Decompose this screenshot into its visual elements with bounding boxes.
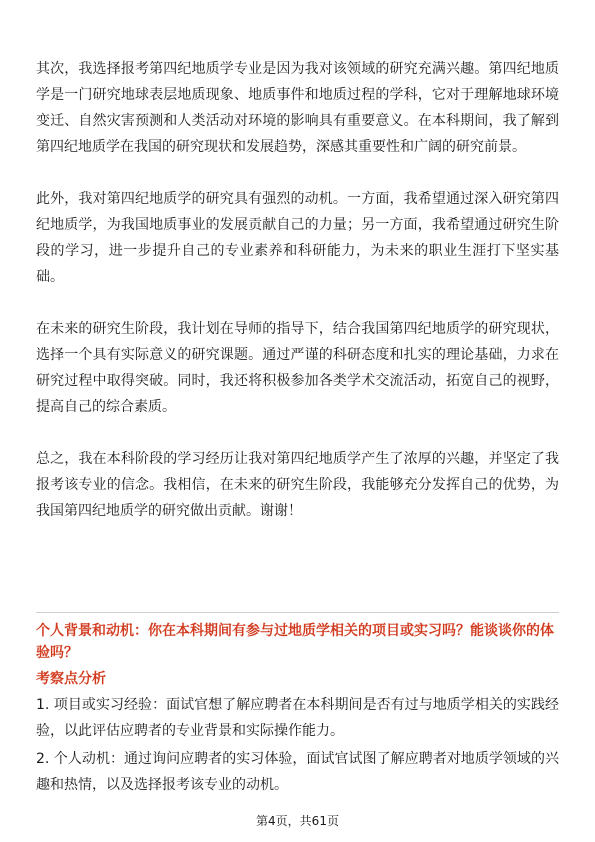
analysis-point-2: 2. 个人动机：通过询问应聘者的实习体验，面试官试图了解应聘者对地质学领域的兴趣和热情，以及选择报考该专业的动机。: [36, 751, 559, 793]
analysis-heading: 考察点分析: [36, 671, 106, 687]
analysis-point-1: 1. 项目或实习经验：面试官想了解应聘者在本科期间是否有过与地质学相关的实践经验，以此评估应聘者的专业背景和实际操作能力。: [36, 697, 559, 739]
qa-section: [36, 620, 559, 798]
paragraph-spacer: [36, 160, 559, 186]
body-paragraph-1: 其次，我选择报考第四纪地质学专业是因为我对该领域的研究充满兴趣。第四纪地质学是一门研究地球表层地质现象、地质事件和地质过程的学科，它对于理解地球环境变迁、自然灾害预测和人类活动对环境的影响具有重要意义。在本科期间，我了解到第四纪地质学在我国的研究现状和发展趋势，深感其重要性和广阔的研究前景。: [36, 61, 559, 155]
body-paragraph-2: 此外，我对第四纪地质学的研究具有强烈的动机。一方面，我希望通过深入研究第四纪地质学，为我国地质事业的发展贡献自己的力量；另一方面，我希望通过研究生阶段的学习，进一步提升自己的专业素养和科研能力，为未来的职业生涯打下坚实基础。: [36, 191, 559, 285]
paragraph-spacer: [36, 290, 559, 316]
interview-question: 个人背景和动机：你在本科期间有参与过地质学相关的项目或实习吗？能谈谈你的体验吗？: [36, 623, 554, 661]
body-paragraph-4: 总之，我在本科阶段的学习经历让我对第四纪地质学产生了浓厚的兴趣，并坚定了我报考该专业的信念。我相信，在未来的研究生阶段，我能够充分发挥自己的优势，为我国第四纪地质学的研究做出贡献。谢谢！: [36, 451, 559, 519]
page-number: 第4页，共61页: [256, 814, 339, 828]
paragraph-spacer: [36, 420, 559, 446]
section-divider: [36, 612, 559, 613]
main-content: [36, 56, 559, 524]
body-paragraph-3: 在未来的研究生阶段，我计划在导师的指导下，结合我国第四纪地质学的研究现状，选择一个具有实际意义的研究课题。通过严谨的科研态度和扎实的理论基础，力求在研究过程中取得突破。同时，我还将积极参加各类学术交流活动，拓宽自己的视野，提高自己的综合素质。: [36, 321, 559, 415]
